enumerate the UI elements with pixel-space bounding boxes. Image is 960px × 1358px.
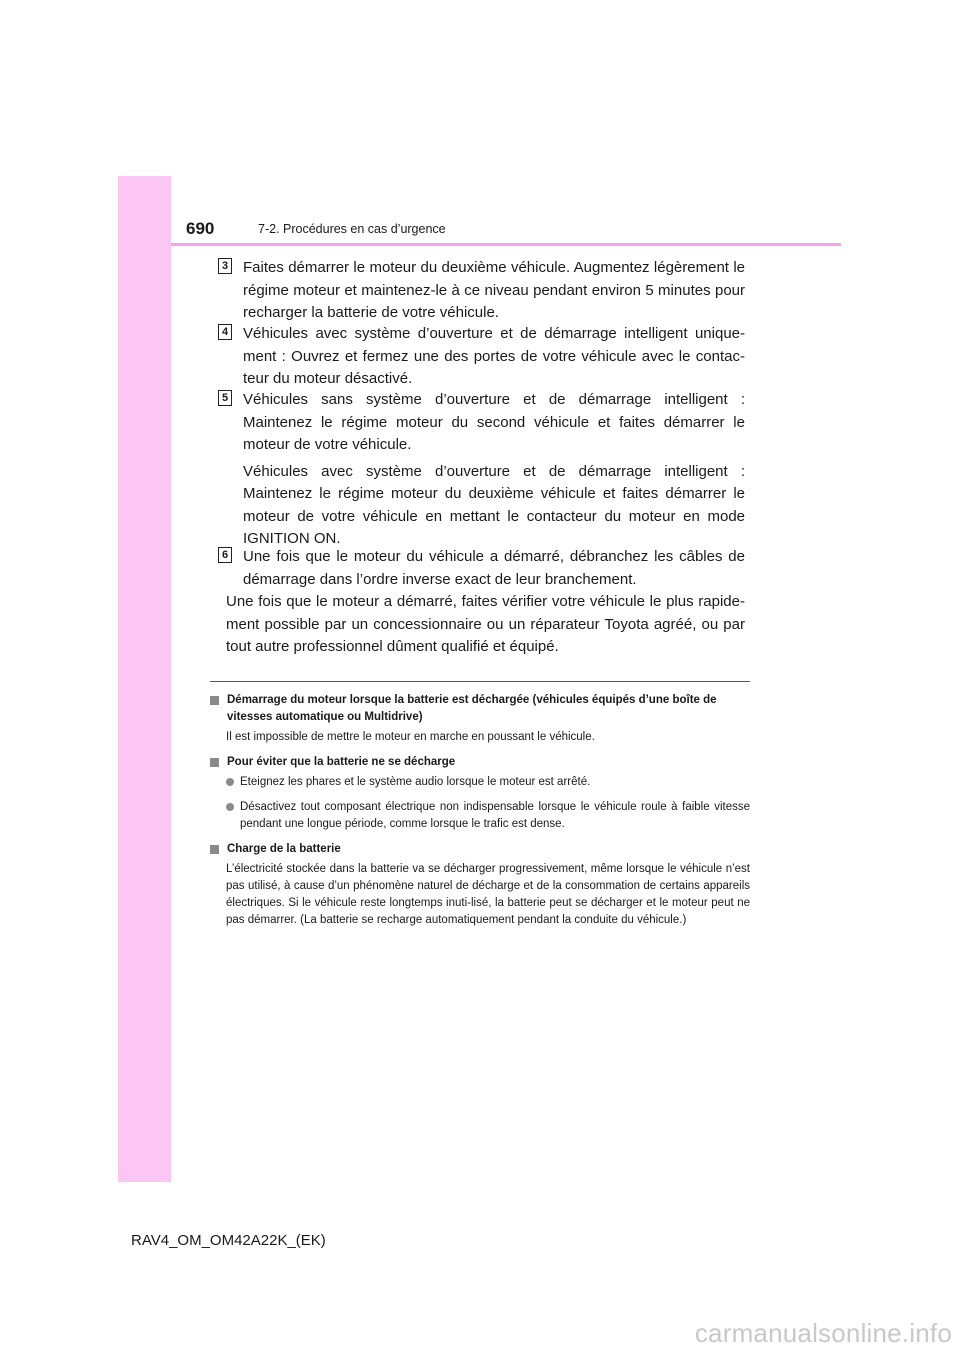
watermark-logo-text: carmanualsonline.info <box>694 1318 952 1348</box>
note-body: Il est impossible de mettre le moteur en marche en poussant le véhicule. <box>226 731 595 743</box>
step-paragraph: Faites démarrer le moteur du deuxième véhicule. Augmentez légèrement le régime moteur et maintenez-le à ce niveau pendant environ 5 minutes pour recharger la batterie de votre véhicule. <box>243 259 745 321</box>
step-paragraph: Une fois que le moteur du véhicule a démarré, débranchez les câbles de démarrage dans l’ordre inverse exact de leur branchement. <box>243 548 745 588</box>
step-number-box: 5 <box>218 390 232 406</box>
step-number-box: 6 <box>218 547 232 563</box>
step-text <box>243 389 745 551</box>
step-paragraph: Véhicules avec système d’ouverture et de démarrage intelligent unique-ment : Ouvrez et fermez une des portes de votre véhicule avec le contac-teur du moteur désactivé. <box>243 325 745 387</box>
step-text <box>243 323 745 391</box>
header-rule <box>171 243 841 246</box>
step-3 <box>218 257 745 325</box>
section-title: 7-2. Procédures en cas d’urgence <box>258 222 446 236</box>
notes-divider <box>210 681 750 682</box>
note-bullet: Eteignez les phares et le système audio lorsque le moteur est arrêté. <box>226 774 750 791</box>
note-prevent-discharge <box>210 754 750 833</box>
step-number-box: 4 <box>218 324 232 340</box>
note-heading: Charge de la batterie <box>210 841 750 858</box>
conclusion-paragraph: Une fois que le moteur a démarré, faites vérifier votre véhicule le plus rapide-ment possible par un concessionnaire ou un réparateur Toyota agréé, ou par tout autre professionnel dûment qualifié et équipé. <box>226 593 745 655</box>
square-bullet-icon <box>210 696 219 705</box>
note-heading: Démarrage du moteur lorsque la batterie est déchargée (véhicules équipés d’une boîte de vitesses automatique ou Multidrive) <box>210 692 750 726</box>
square-bullet-icon <box>210 845 219 854</box>
round-bullet-icon <box>226 803 234 811</box>
chapter-side-tab <box>118 176 171 1182</box>
step-text <box>243 257 745 325</box>
step-number-box: 3 <box>218 258 232 274</box>
step-6 <box>218 546 745 591</box>
note-engine-start <box>210 692 750 746</box>
note-body: L’électricité stockée dans la batterie va se décharger progressivement, même lorsque le véhicule n’est pas utilisé, à cause d’un phénomène naturel de décharge et de la consommation de certains appareils électriques. Si le véhicule reste longtemps inuti-lisé, la batterie peut se décharger et le moteur peut ne pas démarrer. (La batterie se recharge automatiquement pendant la conduite du véhicule.) <box>226 863 750 926</box>
step-text <box>243 546 745 591</box>
document-code: RAV4_OM_OM42A22K_(EK) <box>131 1232 326 1249</box>
step-paragraph: Véhicules avec système d’ouverture et de démarrage intelligent : Maintenez le régime moteur du deuxième véhicule et faites démarrer le moteur de votre véhicule en mettant le contacteur du moteur en mode IGNITION ON. <box>243 462 745 547</box>
page-number: 690 <box>186 219 215 238</box>
step-paragraph: Véhicules sans système d’ouverture et de démarrage intelligent : Maintenez le régime moteur du second véhicule et faites démarrer le moteur de votre véhicule. <box>243 391 745 453</box>
note-battery-charge <box>210 841 750 929</box>
note-heading: Pour éviter que la batterie ne se décharge <box>210 754 750 771</box>
step-5 <box>218 389 745 551</box>
note-bullet: Désactivez tout composant électrique non indispensable lorsque le véhicule roule à faible vitesse pendant une longue période, comme lorsque le trafic est dense. <box>226 799 750 833</box>
round-bullet-icon <box>226 778 234 786</box>
step-4 <box>218 323 745 391</box>
square-bullet-icon <box>210 758 219 767</box>
